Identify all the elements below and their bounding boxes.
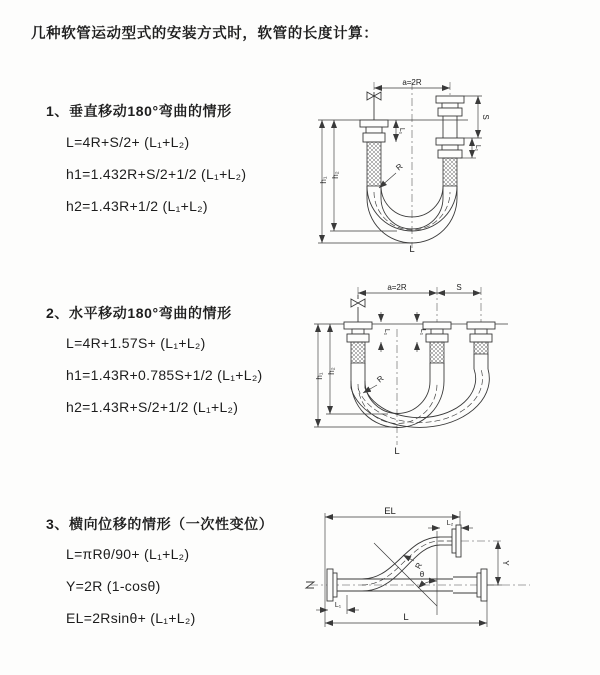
hose-centerline bbox=[362, 541, 452, 585]
page-title: 几种软管运动型式的安装方式时，软管的长度计算： bbox=[31, 26, 379, 42]
braided-hose bbox=[474, 342, 488, 354]
dimension-y bbox=[487, 541, 510, 585]
dimension-s bbox=[437, 283, 481, 293]
dimension-l1-middle bbox=[417, 312, 426, 352]
svg-text:L₁: L₁ bbox=[474, 144, 481, 152]
svg-text:R: R bbox=[394, 161, 405, 173]
svg-text:a=2R: a=2R bbox=[387, 283, 407, 292]
formula-line: h1=1.432R+S/2+1/2 (L₁+L₂) bbox=[66, 166, 247, 182]
middle-fitting bbox=[423, 322, 451, 363]
svg-text:L₁: L₁ bbox=[334, 602, 342, 609]
right-flange bbox=[477, 569, 487, 601]
svg-text:R: R bbox=[413, 561, 425, 571]
braided-hose bbox=[351, 342, 365, 363]
svg-text:S: S bbox=[456, 283, 462, 292]
formula-line: h1=1.43R+0.785S+1/2 (L₁+L₂) bbox=[66, 367, 263, 383]
right-fitting bbox=[467, 322, 495, 354]
dimension-l1 bbox=[316, 595, 359, 614]
section-3-heading: 3、横向位移的情形（一次性变位） bbox=[46, 516, 274, 532]
valve-icon bbox=[351, 295, 365, 322]
formula-line: L=πRθ/90+ (L₁+L₂) bbox=[66, 546, 190, 562]
svg-text:L₂: L₂ bbox=[446, 520, 454, 527]
svg-text:h₂: h₂ bbox=[327, 367, 336, 375]
svg-text:L₁: L₁ bbox=[398, 127, 405, 135]
formula-line: h2=1.43R+1/2 (L₁+L₂) bbox=[66, 198, 208, 214]
formula-line: h2=1.43R+S/2+1/2 (L₁+L₂) bbox=[66, 399, 239, 415]
valve-icon bbox=[367, 92, 381, 120]
svg-text:L₁: L₁ bbox=[419, 328, 426, 336]
dimension-l1-left bbox=[396, 120, 405, 142]
diagram-vertical-bend bbox=[312, 78, 596, 254]
right-fitting bbox=[436, 96, 464, 186]
svg-text:Y: Y bbox=[501, 560, 510, 566]
svg-text:R: R bbox=[375, 373, 386, 385]
length-label: L bbox=[394, 446, 400, 457]
dimension-a2r bbox=[374, 78, 450, 88]
dimension-el bbox=[325, 506, 460, 627]
dimension-s bbox=[464, 96, 490, 138]
diagram-lateral-displacement bbox=[300, 503, 600, 643]
left-fitting bbox=[344, 322, 372, 363]
svg-text:h₂: h₂ bbox=[331, 171, 340, 179]
angle-label: θ bbox=[419, 570, 425, 579]
formula-line: L=4R+S/2+ (L₁+L₂) bbox=[66, 134, 190, 150]
braided-hose bbox=[430, 342, 444, 363]
svg-text:EL: EL bbox=[384, 506, 396, 517]
formula-line: EL=2Rsinθ+ (L₁+L₂) bbox=[66, 610, 196, 626]
formula-line: L=4R+1.57S+ (L₁+L₂) bbox=[66, 335, 206, 351]
length-label: L bbox=[409, 244, 415, 254]
hose-arcs bbox=[351, 354, 489, 428]
svg-text:L: L bbox=[403, 612, 409, 623]
braided-hose bbox=[443, 158, 457, 186]
svg-text:S: S bbox=[481, 114, 490, 120]
radius-label bbox=[379, 162, 405, 188]
section-1-heading: 1、垂直移动180°弯曲的情形 bbox=[46, 103, 232, 119]
left-fitting bbox=[360, 120, 388, 186]
dimension-a2r bbox=[358, 283, 437, 293]
curved-hose bbox=[362, 537, 452, 591]
svg-text:h₁: h₁ bbox=[315, 372, 324, 380]
svg-text:h₁: h₁ bbox=[319, 176, 328, 184]
formula-line: Y=2R (1-cosθ) bbox=[66, 578, 161, 594]
radius-label bbox=[403, 555, 424, 570]
svg-text:L₁: L₁ bbox=[383, 328, 390, 336]
svg-text:a=2R: a=2R bbox=[402, 78, 422, 87]
dimension-l bbox=[325, 601, 487, 627]
dimension-l2 bbox=[428, 520, 473, 528]
section-2-heading: 2、水平移动180°弯曲的情形 bbox=[46, 305, 232, 321]
dimension-l1-left bbox=[381, 312, 390, 352]
left-flange bbox=[327, 569, 337, 601]
braided-hose bbox=[367, 142, 381, 186]
diagram-horizontal-bend bbox=[308, 281, 600, 459]
